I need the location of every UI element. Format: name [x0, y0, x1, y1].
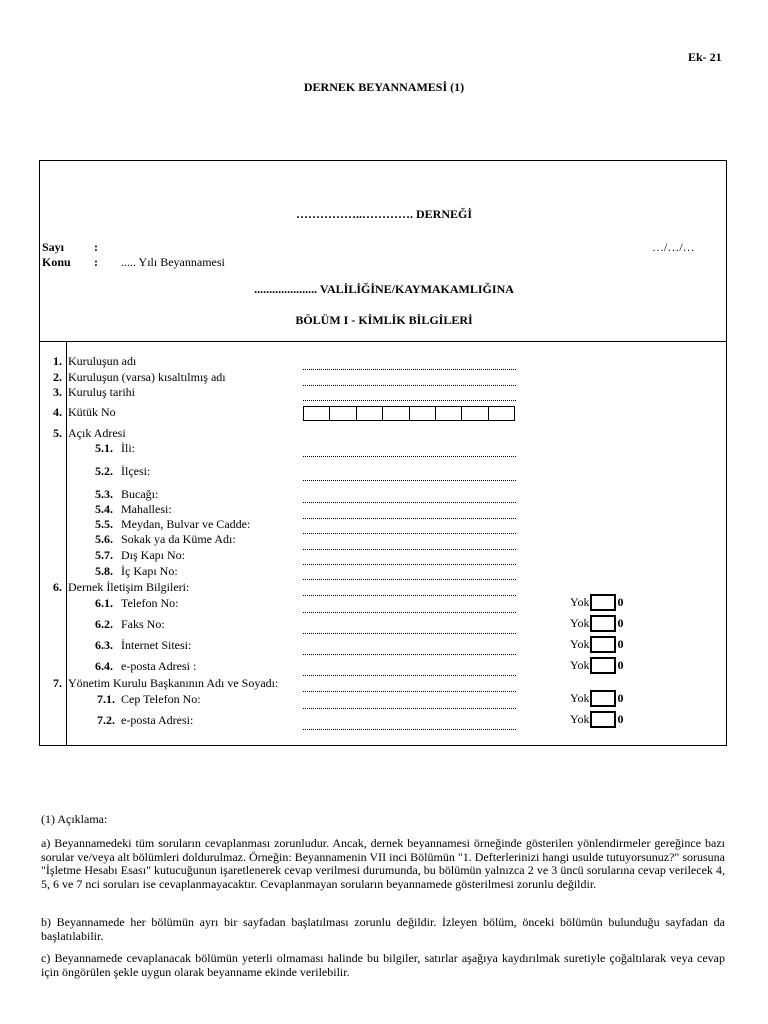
annex-number: Ek- 21	[688, 50, 722, 64]
item-label-president: Yönetim Kurulu Başkanının Adı ve Soyadı:	[68, 676, 279, 690]
box-divider	[39, 341, 727, 342]
answer-line[interactable]	[303, 633, 516, 634]
subitem-label-outer-door: Dış Kapı No:	[121, 548, 185, 562]
subitem-number: 5.7.	[95, 548, 113, 562]
date-field: …/…/…	[652, 240, 695, 254]
answer-line[interactable]	[303, 502, 516, 503]
item-number: 2.	[53, 370, 62, 384]
answer-line[interactable]	[303, 612, 516, 613]
yok-zero: 0	[617, 637, 624, 651]
item-number: 1.	[53, 354, 62, 368]
answer-line[interactable]	[303, 708, 516, 709]
note-c: c) Beyannamede cevaplanacak bölümün yeterli olmaması halinde bu bilgiler, satırlar aşağıya kaydırılmak suretiyle çoğaltılarak veya cevap için öngörülen şekle uygun olarak beyanname ekinde verilebilir.	[41, 951, 725, 979]
subitem-number: 6.1.	[95, 596, 113, 610]
checkbox[interactable]	[590, 594, 616, 611]
subitem-label-province: İli:	[121, 441, 135, 455]
subitem-label-fax: Faks No:	[121, 617, 165, 631]
subitem-label-email: e-posta Adresi :	[121, 659, 197, 673]
yok-checkbox-phone[interactable]	[570, 594, 623, 611]
answer-line[interactable]	[303, 564, 516, 565]
subitem-number: 5.2.	[95, 464, 113, 478]
yok-checkbox-mobile[interactable]	[570, 690, 623, 707]
yok-zero: 0	[617, 658, 624, 672]
answer-line[interactable]	[303, 533, 516, 534]
answer-line[interactable]	[303, 654, 516, 655]
sayi-label: Sayı	[42, 240, 65, 254]
number-column-divider	[66, 341, 67, 746]
subitem-number: 5.8.	[95, 564, 113, 578]
item-number: 6.	[53, 580, 62, 594]
checkbox[interactable]	[590, 657, 616, 674]
answer-line[interactable]	[303, 549, 516, 550]
subitem-number: 6.4.	[95, 659, 113, 673]
subitem-number: 6.2.	[95, 617, 113, 631]
subitem-label-street: Sokak ya da Küme Adı:	[121, 532, 236, 546]
answer-line[interactable]	[303, 729, 516, 730]
item-label-address: Açık Adresi	[68, 426, 126, 440]
subitem-number: 5.1.	[95, 441, 113, 455]
document-title: DERNEK BEYANNAMESİ (1)	[303, 80, 465, 94]
subitem-label-neighborhood: Mahallesi:	[121, 502, 172, 516]
subitem-number: 5.5.	[95, 517, 113, 531]
subitem-number: 6.3.	[95, 638, 113, 652]
item-label-short-name: Kuruluşun (varsa) kısaltılmış adı	[68, 370, 226, 384]
yok-checkbox-website[interactable]	[570, 636, 623, 653]
subitem-label-mobile: Cep Telefon No:	[121, 692, 201, 706]
answer-line[interactable]	[303, 595, 516, 596]
answer-line[interactable]	[303, 518, 516, 519]
note-a: a) Beyannamedeki tüm soruların cevaplanması zorunludur. Ancak, dernek beyannamesi örneğinde gösterilen yönlendirmeler gereğince bazı sorular ve/veya alt bölümleri doldurulmaz. Örneğin: Beyannamenin VII inci Bölümün "1. Defterlerinizi hangi usulde tutuyorsunuz?" sorusuna "İşletme Hesabı Esası" kutucuğunun işaretlenerek cevap verilmesi durumunda, bu bölümün yalnızca 2 ve 3 üncü sorularına cevap verilecek 4, 5, 6 ve 7 nci soruları ise cevaplanmayacaktır. Cevaplanmayan soruların beyannamede gösterilmesi zorunlu değildir.	[41, 836, 725, 891]
item-label-founding-date: Kuruluş tarihi	[68, 385, 135, 399]
subitem-label-district: İlçesi:	[121, 464, 151, 478]
answer-line[interactable]	[303, 385, 516, 386]
item-label-registry-no: Kütük No	[68, 405, 116, 419]
notes-heading: (1) Açıklama:	[41, 812, 108, 826]
sayi-colon: :	[94, 240, 98, 254]
subitem-label-inner-door: İç Kapı No:	[121, 564, 178, 578]
answer-line[interactable]	[303, 400, 516, 401]
subitem-label-president-email: e-posta Adresi:	[121, 713, 194, 727]
yok-label: Yok	[570, 637, 590, 651]
item-label-contact: Dernek İletişim Bilgileri:	[68, 580, 190, 594]
subitem-number: 5.6.	[95, 532, 113, 546]
yok-label: Yok	[570, 616, 590, 630]
registry-number-boxes[interactable]	[303, 406, 515, 421]
yok-checkbox-president-email[interactable]	[570, 711, 623, 728]
answer-line[interactable]	[303, 480, 516, 481]
section-title: BÖLÜM I - KİMLİK BİLGİLERİ	[295, 313, 473, 327]
yok-zero: 0	[617, 595, 624, 609]
item-number: 5.	[53, 426, 62, 440]
item-number: 3.	[53, 385, 62, 399]
note-b: b) Beyannamede her bölümün ayrı bir sayfadan başlatılması zorunlu değildir. İzleyen bölüm, önceki bölümün bulunduğu sayfadan da başlatılabilir.	[41, 915, 725, 943]
yok-checkbox-fax[interactable]	[570, 615, 623, 632]
item-number: 4.	[53, 405, 62, 419]
subitem-number: 5.3.	[95, 487, 113, 501]
yok-zero: 0	[617, 616, 624, 630]
answer-line[interactable]	[303, 369, 516, 370]
answer-line[interactable]	[303, 579, 516, 580]
yok-label: Yok	[570, 595, 590, 609]
recipient-authority: ..................... VALİLİĞİNE/KAYMAKAMLIĞINA	[254, 282, 514, 296]
yok-label: Yok	[570, 658, 590, 672]
subitem-label-avenue: Meydan, Bulvar ve Cadde:	[121, 517, 251, 531]
subitem-number: 5.4.	[95, 502, 113, 516]
answer-line[interactable]	[303, 691, 516, 692]
konu-colon: :	[94, 255, 98, 269]
checkbox[interactable]	[590, 636, 616, 653]
konu-label: Konu	[42, 255, 71, 269]
yok-zero: 0	[617, 712, 624, 726]
checkbox[interactable]	[590, 711, 616, 728]
subitem-label-subdistrict: Bucağı:	[121, 487, 159, 501]
association-name: ……………..…………. DERNEĞİ	[295, 207, 472, 221]
subitem-number: 7.2.	[97, 713, 115, 727]
konu-value: ..... Yılı Beyannamesi	[121, 255, 225, 269]
yok-zero: 0	[617, 691, 624, 705]
subitem-label-phone: Telefon No:	[121, 596, 179, 610]
yok-checkbox-email[interactable]	[570, 657, 623, 674]
subitem-number: 7.1.	[97, 692, 115, 706]
checkbox[interactable]	[590, 615, 616, 632]
subitem-label-website: İnternet Sitesi:	[121, 638, 192, 652]
answer-line[interactable]	[303, 456, 516, 457]
answer-line[interactable]	[303, 675, 516, 676]
yok-label: Yok	[570, 712, 590, 726]
item-number: 7.	[53, 676, 62, 690]
checkbox[interactable]	[590, 690, 616, 707]
yok-label: Yok	[570, 691, 590, 705]
item-label-name: Kuruluşun adı	[68, 354, 137, 368]
